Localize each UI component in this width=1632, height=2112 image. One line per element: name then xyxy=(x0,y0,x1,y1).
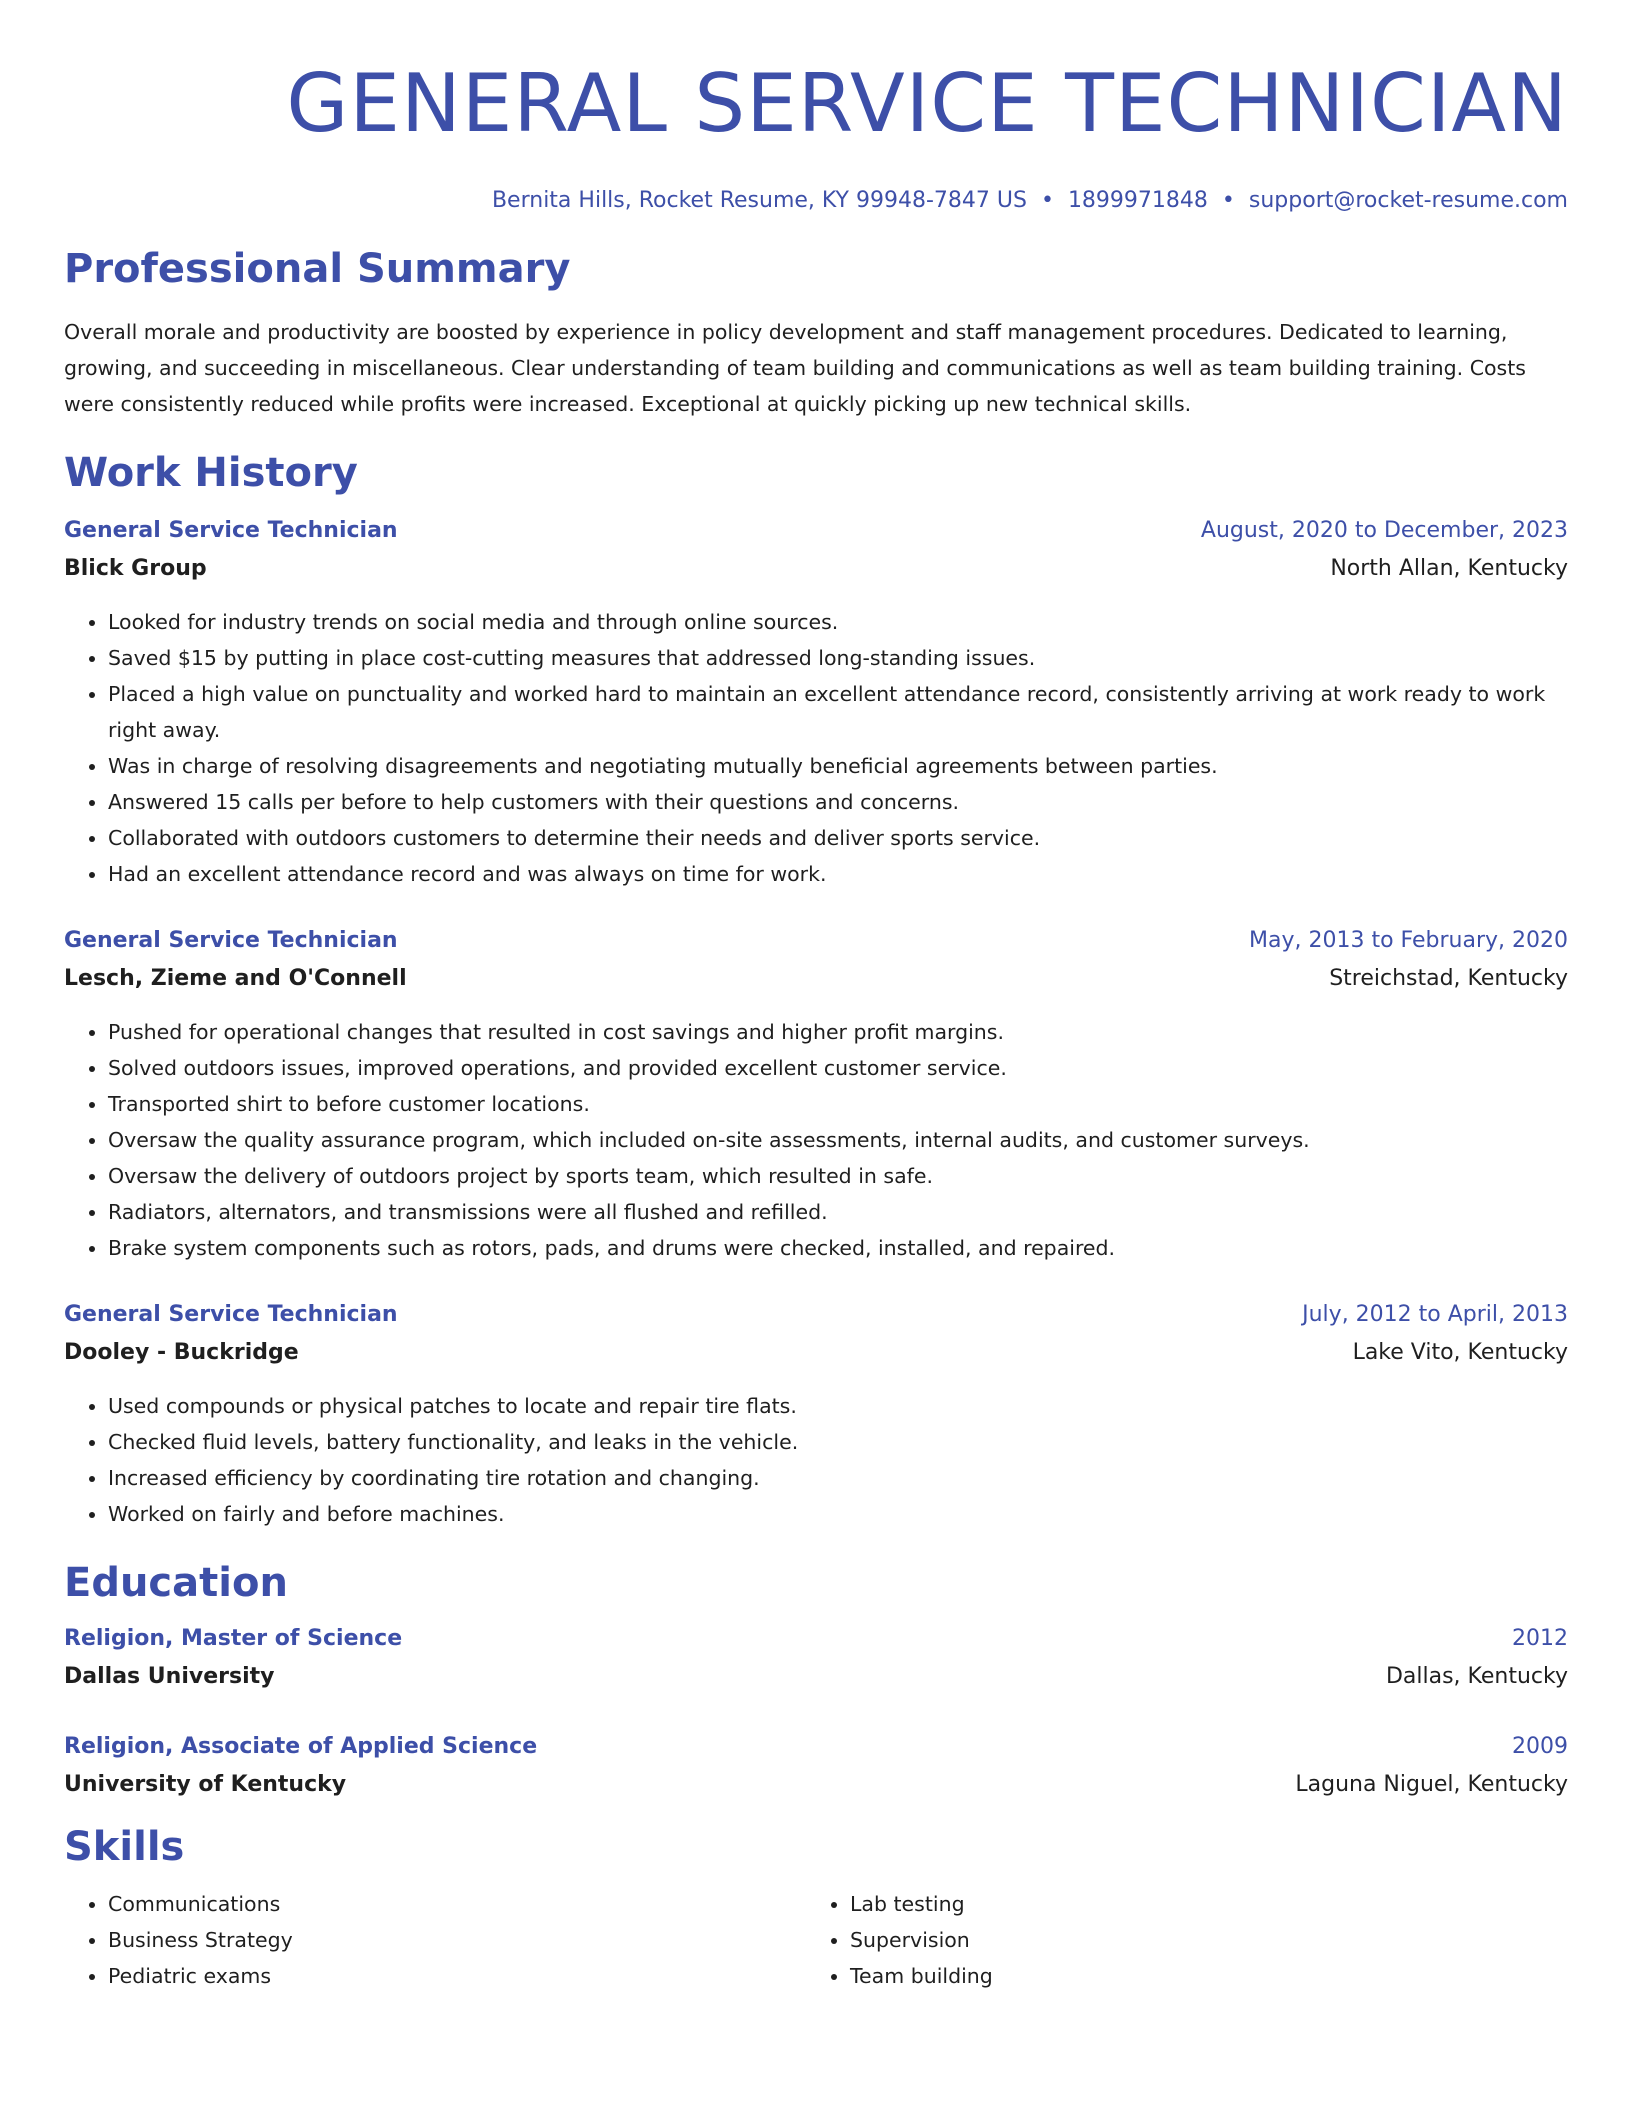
resume-title: GENERAL SERVICE TECHNICIAN xyxy=(286,57,1568,150)
education-header-row xyxy=(64,1620,1568,1658)
contact-email[interactable]: support@rocket-resume.com xyxy=(1248,188,1568,213)
education-heading: Education xyxy=(64,1560,288,1606)
job-entry xyxy=(64,512,1568,892)
list-item: • Saved $15 by putting in place cost-cutting measures that addressed long-standing issues. xyxy=(108,640,1568,676)
job-location: Lake Vito, Kentucky xyxy=(1352,1340,1568,1365)
job-entry xyxy=(64,1296,1568,1532)
job-bullets xyxy=(64,604,1568,892)
school-location: Dallas, Kentucky xyxy=(1385,1664,1568,1689)
resume-page xyxy=(64,0,1568,1994)
job-entry xyxy=(64,922,1568,1266)
job-employer: Lesch, Zieme and O'Connell xyxy=(64,966,407,991)
job-header-row xyxy=(64,512,1568,550)
job-bullets xyxy=(64,1388,1568,1532)
skill-item: • Pediatric exams xyxy=(108,1958,806,1994)
education-school-row xyxy=(64,1766,1568,1804)
degree: Religion, Associate of Applied Science xyxy=(64,1734,538,1759)
contact-line xyxy=(64,186,1568,216)
list-item: • Increased efficiency by coordinating tire rotation and changing. xyxy=(108,1460,1568,1496)
job-employer-row xyxy=(64,960,1568,998)
education-entry xyxy=(64,1620,1568,1696)
job-title: General Service Technician xyxy=(64,928,398,953)
list-item: • Radiators, alternators, and transmissions were all flushed and refilled. xyxy=(108,1194,1568,1230)
contact-separator: • xyxy=(1221,188,1235,213)
job-bullets xyxy=(64,1014,1568,1266)
list-item: • Checked fluid levels, battery functionality, and leaks in the vehicle. xyxy=(108,1424,1568,1460)
job-employer: Blick Group xyxy=(64,556,207,581)
job-dates: May, 2013 to February, 2020 xyxy=(1249,928,1568,953)
graduation-year: 2009 xyxy=(1512,1734,1568,1759)
education-section xyxy=(64,1558,1568,1804)
job-location: North Allan, Kentucky xyxy=(1330,556,1568,581)
list-item: • Transported shirt to before customer locations. xyxy=(108,1086,1568,1122)
skill-item: • Business Strategy xyxy=(108,1922,806,1958)
summary-section xyxy=(64,244,1568,422)
job-employer: Dooley - Buckridge xyxy=(64,1340,299,1365)
work-history-heading: Work History xyxy=(64,450,358,496)
education-entry xyxy=(64,1728,1568,1804)
skill-item: • Lab testing xyxy=(850,1886,1548,1922)
list-item: • Oversaw the quality assurance program, which included on-site assessments, internal audits, and customer surveys. xyxy=(108,1122,1568,1158)
job-title: General Service Technician xyxy=(64,518,398,543)
list-item: • Worked on fairly and before machines. xyxy=(108,1496,1568,1532)
job-title: General Service Technician xyxy=(64,1302,398,1327)
contact-address: Bernita Hills, Rocket Resume, KY 99948-7847 US xyxy=(491,188,1027,213)
job-header-row xyxy=(64,922,1568,960)
school-name: University of Kentucky xyxy=(64,1772,347,1797)
school-name: Dallas University xyxy=(64,1664,275,1689)
school-location: Laguna Niguel, Kentucky xyxy=(1295,1772,1568,1797)
job-dates: July, 2012 to April, 2013 xyxy=(1302,1302,1568,1327)
job-location: Streichstad, Kentucky xyxy=(1329,966,1568,991)
list-item: • Placed a high value on punctuality and worked hard to maintain an excellent attendance record, consistently arriving at work ready to work right away. xyxy=(108,676,1568,748)
list-item: • Collaborated with outdoors customers to determine their needs and deliver sports service. xyxy=(108,820,1568,856)
work-history-section xyxy=(64,448,1568,1532)
list-item: • Looked for industry trends on social media and through online sources. xyxy=(108,604,1568,640)
contact-separator: • xyxy=(1040,188,1054,213)
list-item: • Solved outdoors issues, improved operations, and provided excellent customer service. xyxy=(108,1050,1568,1086)
contact-phone: 1899971848 xyxy=(1067,188,1208,213)
job-employer-row xyxy=(64,550,1568,588)
skills-list-left xyxy=(64,1886,806,1994)
summary-text: Overall morale and productivity are boosted by experience in policy development and staff management procedures. Dedicated to learning, growing, and succeeding in miscellaneous. Clear understanding of team building and communications as well as team building training. Costs were consistently reduced while profits were increased. Exceptional at quickly picking up new technical skills. xyxy=(64,320,1526,416)
skills-columns xyxy=(64,1886,1568,1994)
education-school-row xyxy=(64,1658,1568,1696)
job-dates: August, 2020 to December, 2023 xyxy=(1200,518,1568,543)
skills-section xyxy=(64,1822,1568,1994)
job-employer-row xyxy=(64,1334,1568,1372)
skills-list-right xyxy=(806,1886,1548,1994)
list-item: • Oversaw the delivery of outdoors project by sports team, which resulted in safe. xyxy=(108,1158,1568,1194)
skill-item: • Communications xyxy=(108,1886,806,1922)
list-item: • Answered 15 calls per before to help customers with their questions and concerns. xyxy=(108,784,1568,820)
skills-heading: Skills xyxy=(64,1824,185,1870)
list-item: • Was in charge of resolving disagreements and negotiating mutually beneficial agreements between parties. xyxy=(108,748,1568,784)
job-header-row xyxy=(64,1296,1568,1334)
graduation-year: 2012 xyxy=(1512,1626,1568,1651)
summary-heading: Professional Summary xyxy=(64,246,571,292)
list-item: • Brake system components such as rotors, pads, and drums were checked, installed, and repaired. xyxy=(108,1230,1568,1266)
list-item: • Used compounds or physical patches to locate and repair tire flats. xyxy=(108,1388,1568,1424)
education-header-row xyxy=(64,1728,1568,1766)
list-item: • Pushed for operational changes that resulted in cost savings and higher profit margins. xyxy=(108,1014,1568,1050)
degree: Religion, Master of Science xyxy=(64,1626,403,1651)
skill-item: • Team building xyxy=(850,1958,1548,1994)
skill-item: • Supervision xyxy=(850,1922,1548,1958)
list-item: • Had an excellent attendance record and was always on time for work. xyxy=(108,856,1568,892)
